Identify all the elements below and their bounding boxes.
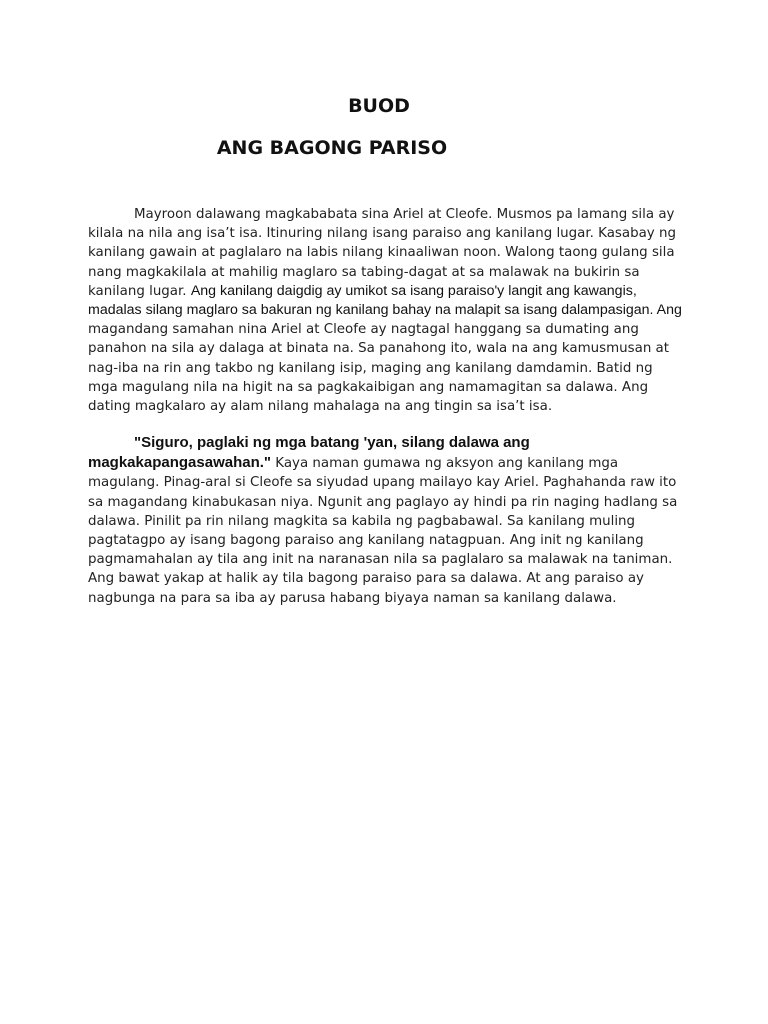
paragraph-1-part-1: Mayroon dalawang magkababata sina Ariel at Cleofe. Musmos pa lamang sila ay kilala na nila ang isa’t isa. Itinuring nilang isang paraiso ang kanilang lugar. Kasabay ng kanilang gawain at paglalaro na labis nilang kinaaliwan noon. Walong taong gulang sila nang magkakilala at mahilig maglaro sa tabing-dagat at sa malawak na bukirin sa kanilang lugar. xyxy=(88,207,676,299)
paragraph-1-part-2: Ang kanilang daigdig ay umikot sa isang paraiso'y langit ang kawangis, madalas silang maglaro sa bakuran ng kanilang bahay na malapit sa isang dalampasigan. Ang xyxy=(88,282,682,319)
document-title-main: ANG BAGONG PARISO xyxy=(216,137,448,159)
summary-paragraph-1 xyxy=(88,205,682,416)
document-title-buod: BUOD xyxy=(348,95,410,117)
paragraph-2-quote: "Siguro, paglaki ng mga batang 'yan, silang dalawa ang magkakapangasawahan." xyxy=(88,434,530,472)
summary-paragraph-2 xyxy=(88,433,682,608)
paragraph-1-part-3: magandang samahan nina Ariel at Cleofe ay nagtagal hanggang sa dumating ang panahon na sila ay dalaga at binata na. Sa panahong ito, wala na ang kamusmusan at nag-iba na rin ang takbo ng kanilang isip, maging ang kanilang damdamin. Batid ng mga magulang nila na higit na sa pagkakaibigan ang namamagitan sa dalawa. Ang dating magkalaro ay alam nilang mahalaga na ang tingin sa isa’t isa. xyxy=(88,322,670,415)
paragraph-2-rest: Kaya naman gumawa ng aksyon ang kanilang mga magulang. Pinag-aral si Cleofe sa siyudad upang mailayo kay Ariel. Paghahanda raw ito sa magandang kinabukasan niya. Ngunit ang paglayo ay hindi pa rin naging hadlang sa dalawa. Pinilit pa rin nilang magkita sa kabila ng pagbabawal. Sa kanilang muling pagtatagpo ay isang bagong paraiso ang kanilang natagpuan. Ang init ng kanilang pagmamahalan ay tila ang init na naranasan nila sa paglalaro sa malawak na taniman. Ang bawat yakap at halik ay tila bagong paraiso para sa dalawa. At ang paraiso ay nagbunga na para sa iba ay parusa habang biyaya naman sa kanilang dalawa. xyxy=(88,456,678,606)
